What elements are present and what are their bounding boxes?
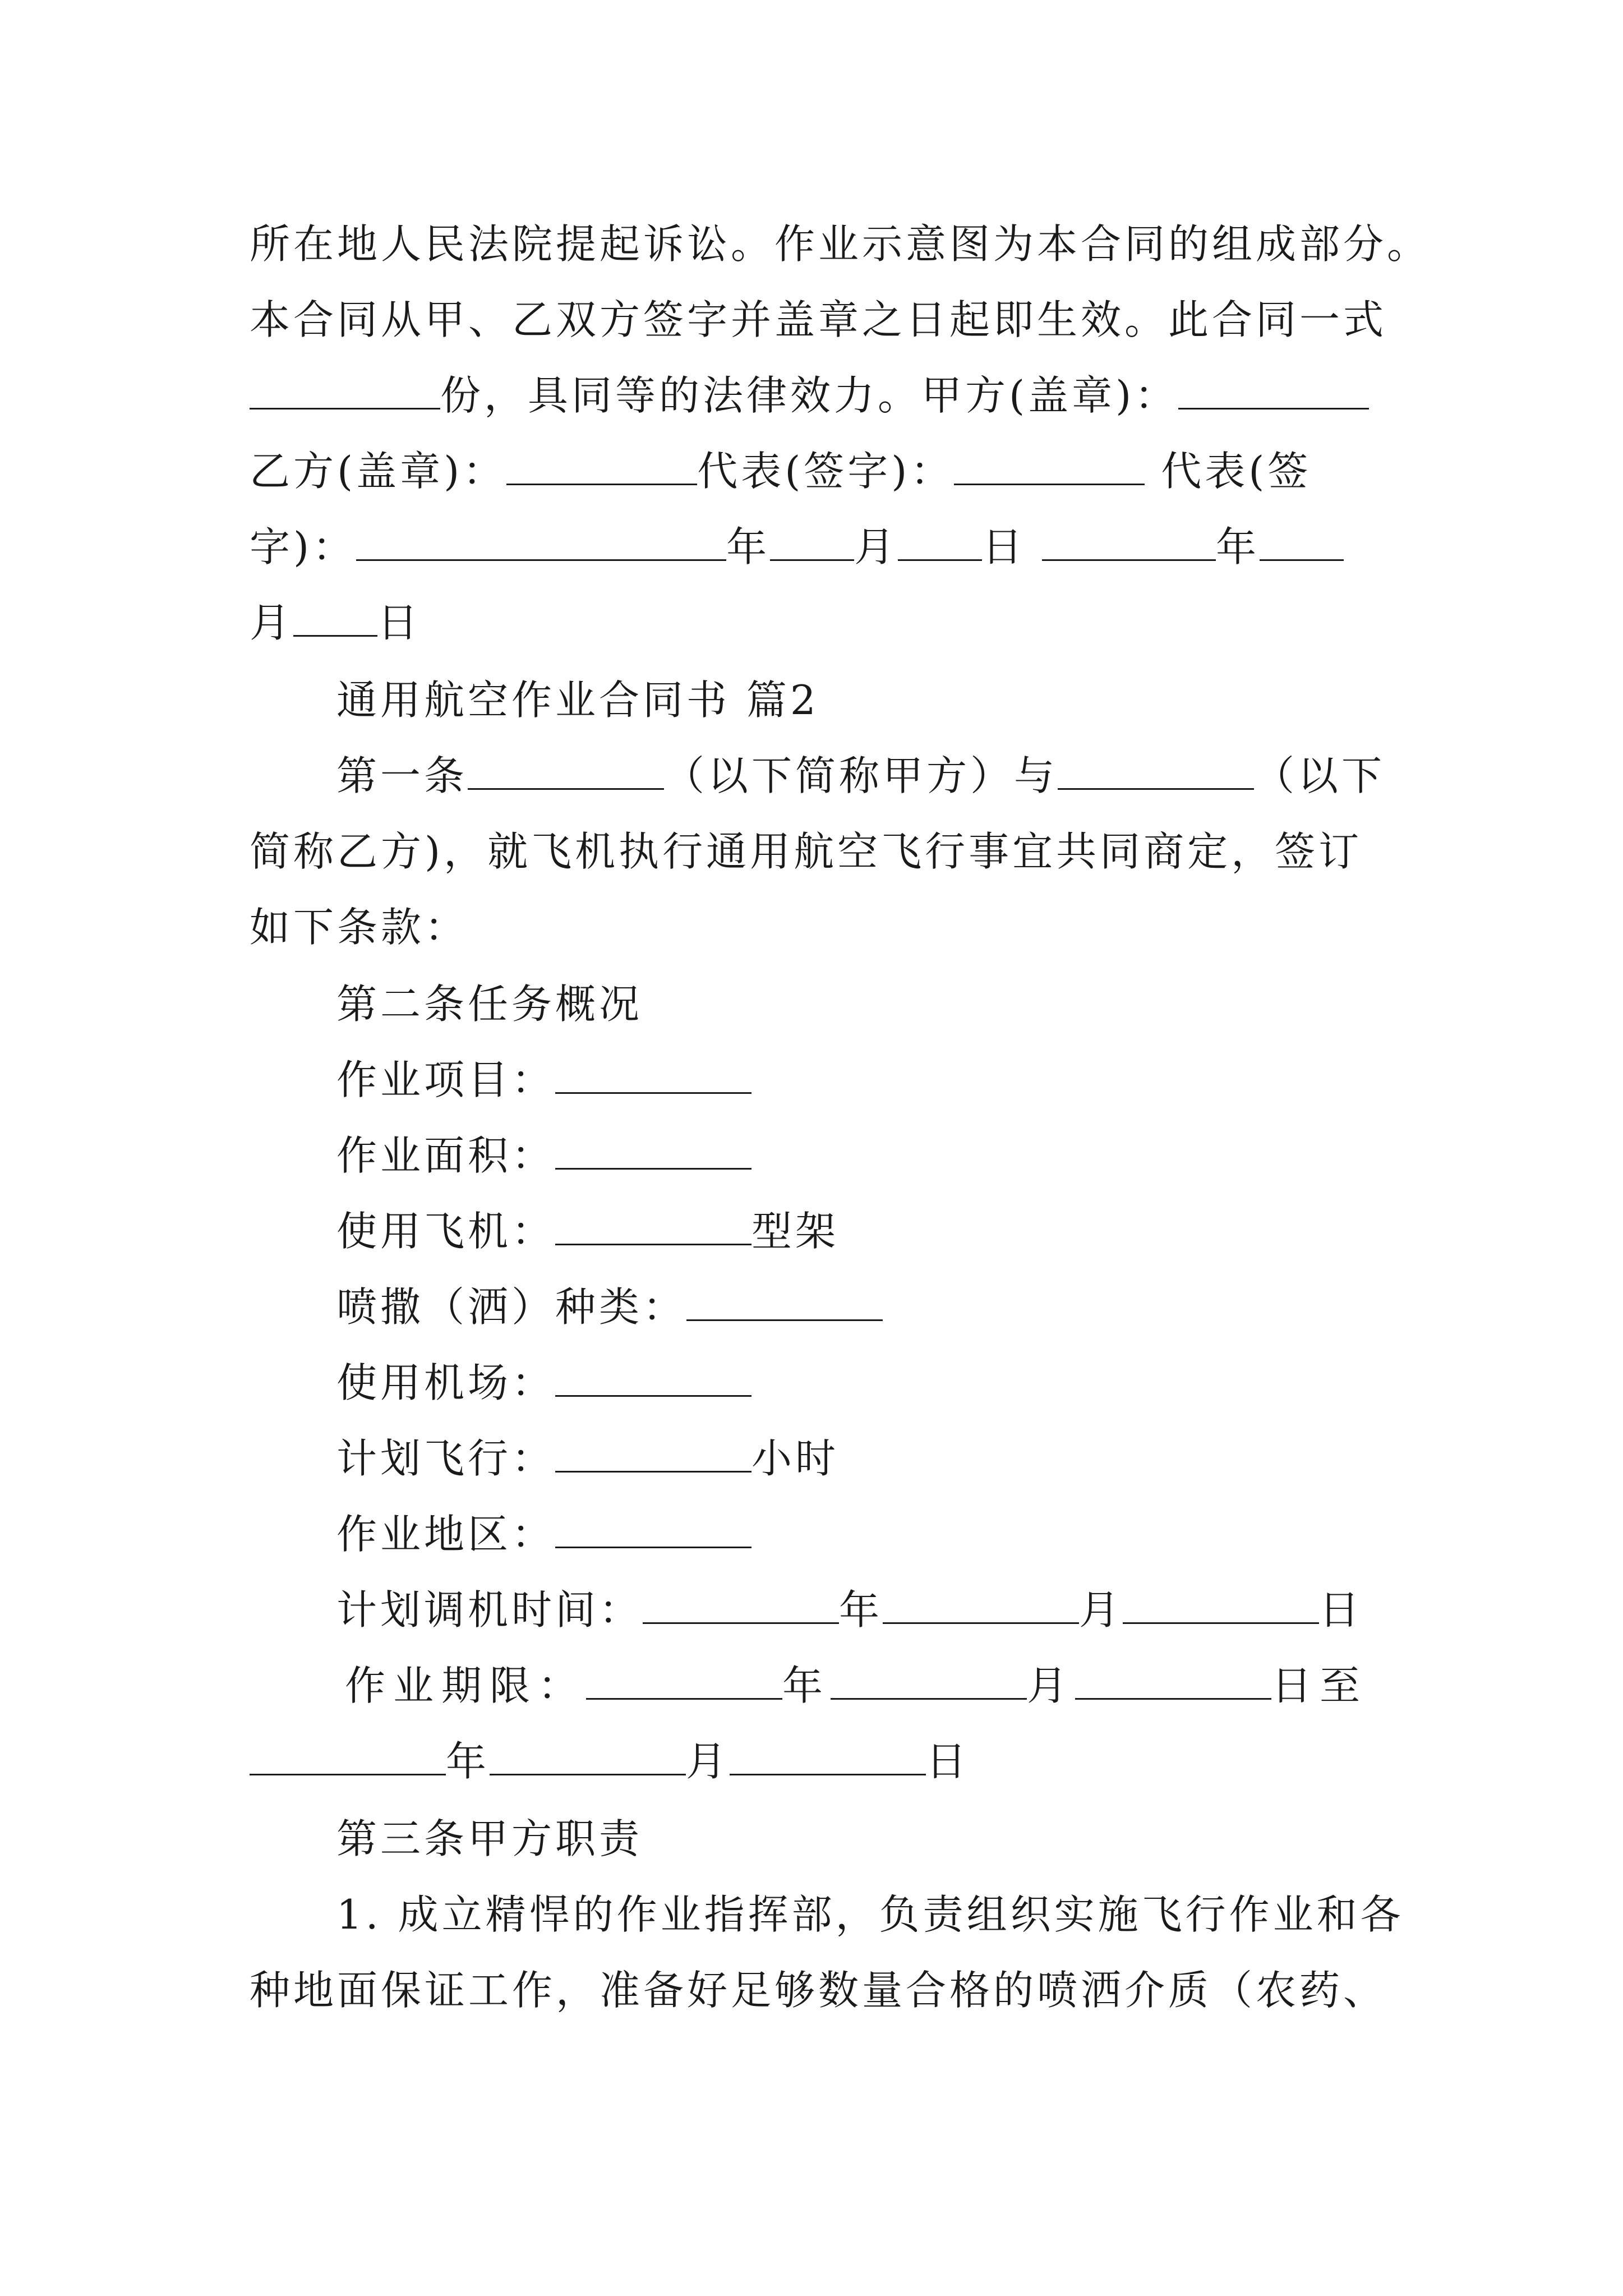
fill-blank xyxy=(555,1360,751,1397)
fill-blank xyxy=(1260,524,1344,561)
text: （以下 xyxy=(1254,752,1386,799)
fill-blank xyxy=(250,1739,446,1775)
text: 日 xyxy=(982,523,1026,570)
fill-blank xyxy=(555,1057,751,1094)
text: 日 xyxy=(377,599,422,646)
text: 月 xyxy=(686,1738,730,1785)
text: 日至 xyxy=(1271,1662,1368,1709)
text: 月 xyxy=(1027,1662,1076,1709)
fill-blank xyxy=(555,1133,751,1170)
text: 月 xyxy=(1079,1586,1123,1634)
text: 年 xyxy=(446,1738,490,1785)
fill-blank xyxy=(490,1739,686,1775)
text: 作业面积： xyxy=(336,1132,556,1179)
section-heading xyxy=(336,672,819,728)
text-line xyxy=(336,748,1385,804)
text: 代表(签 xyxy=(1161,448,1312,495)
text: 作业项目： xyxy=(336,1056,556,1103)
fill-blank xyxy=(468,753,664,790)
text-line xyxy=(250,823,1362,880)
fill-blank xyxy=(643,1588,839,1624)
text-line xyxy=(250,899,468,955)
text: 字)： xyxy=(250,523,357,570)
fill-blank xyxy=(1123,1588,1319,1624)
article-heading xyxy=(336,1811,643,1867)
text: 简称乙方)，就飞机执行通用航空飞行事宜共同商定，签订 xyxy=(250,828,1363,875)
text: 月 xyxy=(250,599,294,646)
form-item xyxy=(336,1203,839,1259)
text: 喷撒（洒）种类： xyxy=(336,1283,687,1331)
text: （以下简称甲方）与 xyxy=(664,752,1058,799)
text-line xyxy=(336,1887,1404,1943)
form-item xyxy=(345,1658,1368,1714)
text-line xyxy=(250,1733,970,1789)
text: 乙方(盖章)： xyxy=(250,448,507,495)
fill-blank xyxy=(250,373,440,409)
text: 计划飞行： xyxy=(336,1435,556,1482)
text: 作业期限： xyxy=(345,1662,587,1709)
text: 通用航空作业合同书 篇2 xyxy=(336,677,819,724)
fill-blank xyxy=(293,600,377,637)
text: 种地面保证工作，准备好足够数量合格的喷洒介质（农药、 xyxy=(250,1967,1387,2014)
text-line xyxy=(250,292,1387,348)
form-item xyxy=(336,1582,1363,1638)
text: 年 xyxy=(839,1586,883,1634)
fill-blank xyxy=(356,524,726,561)
fill-blank xyxy=(1058,753,1254,790)
form-item xyxy=(336,1279,883,1335)
fill-blank xyxy=(555,1436,751,1473)
fill-blank xyxy=(586,1663,782,1700)
form-item xyxy=(336,1128,751,1184)
fill-blank xyxy=(770,524,854,561)
fill-blank xyxy=(686,1285,883,1321)
fill-blank xyxy=(954,449,1145,485)
text: 1. 成立精悍的作业指挥部，负责组织实施飞行作业和各 xyxy=(336,1891,1404,1938)
text: 日 xyxy=(926,1738,970,1785)
article-heading xyxy=(336,976,643,1032)
fill-blank xyxy=(883,1588,1079,1624)
fill-blank xyxy=(506,449,697,485)
text-line xyxy=(250,519,1344,575)
text: 第二条任务概况 xyxy=(336,981,643,1028)
text-line xyxy=(250,443,1311,499)
fill-blank xyxy=(555,1209,751,1245)
text: 作业地区： xyxy=(336,1511,556,1558)
form-item xyxy=(336,1430,839,1487)
fill-blank xyxy=(898,524,982,561)
text: 使用飞机： xyxy=(336,1208,556,1255)
text-line xyxy=(250,595,421,651)
text: 年 xyxy=(726,523,771,570)
text: 型架 xyxy=(751,1208,840,1255)
fill-blank xyxy=(555,1512,751,1548)
text: 年 xyxy=(782,1662,831,1709)
text: 代表(签字)： xyxy=(697,448,955,495)
text: 第三条甲方职责 xyxy=(336,1815,643,1862)
text: 小时 xyxy=(751,1435,840,1482)
fill-blank xyxy=(831,1663,1027,1700)
text-line xyxy=(250,216,1431,272)
text: 如下条款： xyxy=(250,904,469,951)
fill-blank xyxy=(730,1739,926,1775)
text: 年 xyxy=(1216,523,1260,570)
fill-blank xyxy=(1178,373,1369,409)
form-item xyxy=(336,1355,751,1411)
fill-blank xyxy=(1075,1663,1271,1700)
text: 份，具同等的法律效力。甲方(盖章)： xyxy=(440,372,1179,419)
text-line xyxy=(250,1962,1387,2018)
text: 本合同从甲、乙双方签字并盖章之日起即生效。此合同一式 xyxy=(250,296,1387,343)
text: 月 xyxy=(854,523,898,570)
text: 第一条 xyxy=(336,752,468,799)
form-item xyxy=(336,1052,751,1108)
fill-blank xyxy=(1042,524,1216,561)
text: 日 xyxy=(1319,1586,1363,1634)
text: 计划调机时间： xyxy=(336,1586,643,1634)
form-item xyxy=(336,1506,751,1562)
text: 使用机场： xyxy=(336,1359,556,1406)
text-line xyxy=(250,367,1369,424)
text: 所在地人民法院提起诉讼。作业示意图为本合同的组成部分。 xyxy=(250,220,1431,268)
